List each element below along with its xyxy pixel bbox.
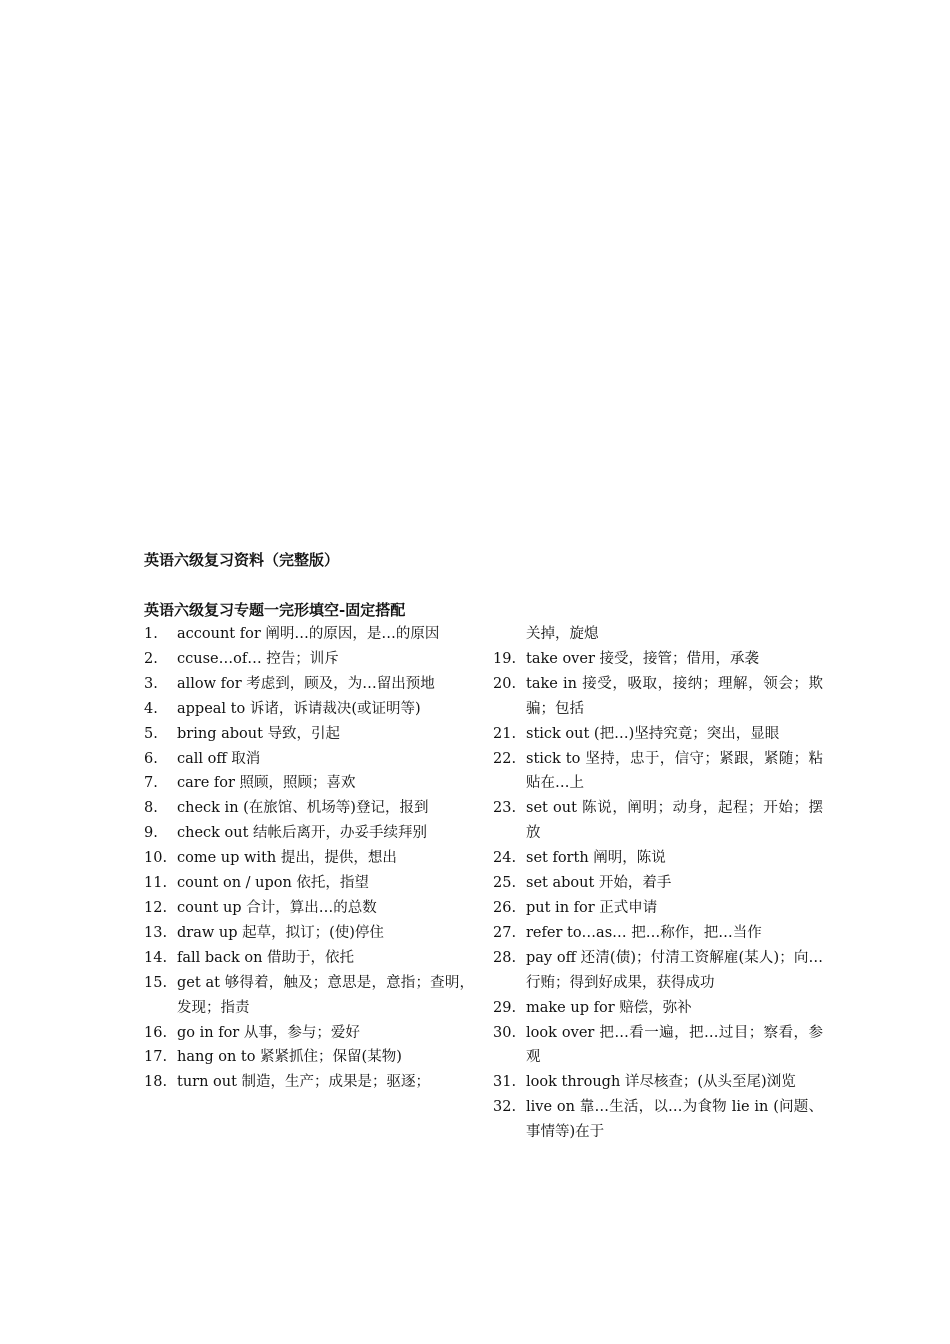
list-item — [144, 747, 474, 772]
item-text: stick to 坚持，忠于，信守；紧跟，紧随；粘贴在…上 — [526, 750, 823, 792]
list-item — [144, 722, 474, 747]
item-number: 24. — [493, 850, 517, 867]
item-number: 28. — [493, 949, 517, 966]
list-item — [493, 871, 823, 896]
item-number: 25. — [493, 875, 517, 892]
item-text: bring about 导致，引起 — [177, 725, 341, 742]
item-number: 30. — [493, 1024, 517, 1041]
item-text: count up 合计，算出…的总数 — [177, 899, 377, 916]
item-text: set out 陈说，阐明；动身，起程；开始；摆放 — [526, 800, 823, 842]
item-number: 1. — [144, 626, 158, 642]
item-text: make up for 赔偿，弥补 — [526, 999, 692, 1016]
item-number: 20. — [493, 675, 517, 692]
list-item — [493, 996, 823, 1021]
item-number: 17. — [144, 1049, 168, 1066]
list-item — [144, 896, 474, 921]
list-item — [144, 697, 474, 722]
list-item — [144, 821, 474, 846]
list-item — [493, 796, 823, 846]
document-title: 英语六级复习资料（完整版） — [144, 551, 340, 569]
item-text: check out 结帐后离开，办妥手续拜别 — [177, 825, 428, 842]
item-text: go in for 从事，参与；爱好 — [177, 1024, 360, 1041]
item-number: 18. — [144, 1074, 168, 1091]
item-text: check in (在旅馆、机场等)登记，报到 — [177, 800, 429, 817]
item-text: refer to…as… 把…称作，把…当作 — [526, 924, 762, 941]
list-item — [144, 796, 474, 821]
item-text: account for 阐明…的原因，是…的原因 — [177, 626, 440, 642]
list-item — [144, 971, 474, 1021]
item-number: 8. — [144, 800, 158, 817]
list-item — [493, 921, 823, 946]
list-item — [144, 672, 474, 697]
item-text: set about 开始，着手 — [526, 875, 672, 892]
list-item — [493, 747, 823, 797]
item-number: 16. — [144, 1024, 168, 1041]
list-item — [144, 1045, 474, 1070]
item-number: 6. — [144, 750, 158, 767]
item-text: hang on to 紧紧抓住；保留(某物) — [177, 1049, 402, 1066]
item-number: 27. — [493, 924, 517, 941]
item-text: get at 够得着，触及；意思是，意指；查明，发现；指责 — [177, 974, 474, 1016]
item-text: take over 接受，接管；借用，承袭 — [526, 650, 759, 667]
list-item — [144, 1021, 474, 1046]
item-text: look through 详尽核查；(从头至尾)浏览 — [526, 1074, 796, 1091]
item-number: 15. — [144, 974, 168, 991]
item-text: care for 照顾，照顾；喜欢 — [177, 775, 356, 792]
list-item — [493, 1095, 823, 1145]
item-text: put in for 正式申请 — [526, 899, 658, 916]
continued-item-text: 关掉，旋熄 — [526, 626, 599, 642]
item-number: 21. — [493, 725, 517, 742]
item-number: 14. — [144, 949, 168, 966]
item-text: set forth 阐明，陈说 — [526, 850, 666, 867]
list-item — [493, 722, 823, 747]
item-number: 23. — [493, 800, 517, 817]
item-text: come up with 提出，提供，想出 — [177, 850, 397, 867]
item-number: 29. — [493, 999, 517, 1016]
list-item — [493, 647, 823, 672]
item-text: ccuse…of… 控告；训斥 — [177, 650, 339, 667]
list-item — [144, 647, 474, 672]
item-text: call off 取消 — [177, 750, 261, 767]
item-number: 10. — [144, 850, 168, 867]
item-number: 12. — [144, 899, 168, 916]
item-text: turn out 制造，生产；成果是；驱逐； — [177, 1074, 431, 1091]
item-number: 26. — [493, 899, 517, 916]
item-text: live on 靠…生活，以…为食物 lie in (问题、事情等)在于 — [526, 1099, 823, 1141]
item-number: 13. — [144, 924, 168, 941]
item-number: 4. — [144, 700, 158, 717]
list-item — [144, 771, 474, 796]
item-number: 19. — [493, 650, 517, 667]
list-item — [493, 846, 823, 871]
list-item — [493, 896, 823, 921]
item-number: 32. — [493, 1099, 517, 1116]
item-number: 22. — [493, 750, 517, 767]
phrase-list-right — [493, 622, 823, 1145]
item-number: 11. — [144, 875, 168, 892]
item-text: stick out (把…)坚持究竟；突出，显眼 — [526, 725, 780, 742]
list-item — [144, 1070, 474, 1095]
list-item — [144, 921, 474, 946]
phrase-list-left — [144, 622, 474, 1095]
item-text: take in 接受，吸取，接纳；理解，领会；欺骗；包括 — [526, 675, 823, 717]
item-number: 2. — [144, 650, 158, 667]
list-item — [144, 622, 474, 647]
item-number: 3. — [144, 675, 158, 692]
item-text: look over 把…看一遍，把…过目；察看，参观 — [526, 1024, 823, 1066]
item-text: draw up 起草，拟订；(使)停住 — [177, 924, 384, 941]
list-item — [493, 1070, 823, 1095]
item-number: 31. — [493, 1074, 517, 1091]
section-title: 英语六级复习专题一完形填空-固定搭配 — [144, 601, 406, 619]
list-item — [493, 1021, 823, 1071]
item-number: 5. — [144, 725, 158, 742]
item-text: appeal to 诉诸，诉请裁决(或证明等) — [177, 700, 421, 717]
item-number: 7. — [144, 775, 158, 792]
item-text: count on / upon 依托，指望 — [177, 875, 369, 892]
list-item — [493, 946, 823, 996]
list-item — [144, 846, 474, 871]
item-text: pay off 还清(债)；付清工资解雇(某人)；向…行贿；得到好成果，获得成功 — [526, 949, 823, 991]
list-item — [493, 672, 823, 722]
list-item — [144, 871, 474, 896]
list-item — [144, 946, 474, 971]
item-text: fall back on 借助于，依托 — [177, 949, 355, 966]
item-text: allow for 考虑到，顾及，为…留出预地 — [177, 675, 435, 692]
item-number: 9. — [144, 825, 158, 842]
